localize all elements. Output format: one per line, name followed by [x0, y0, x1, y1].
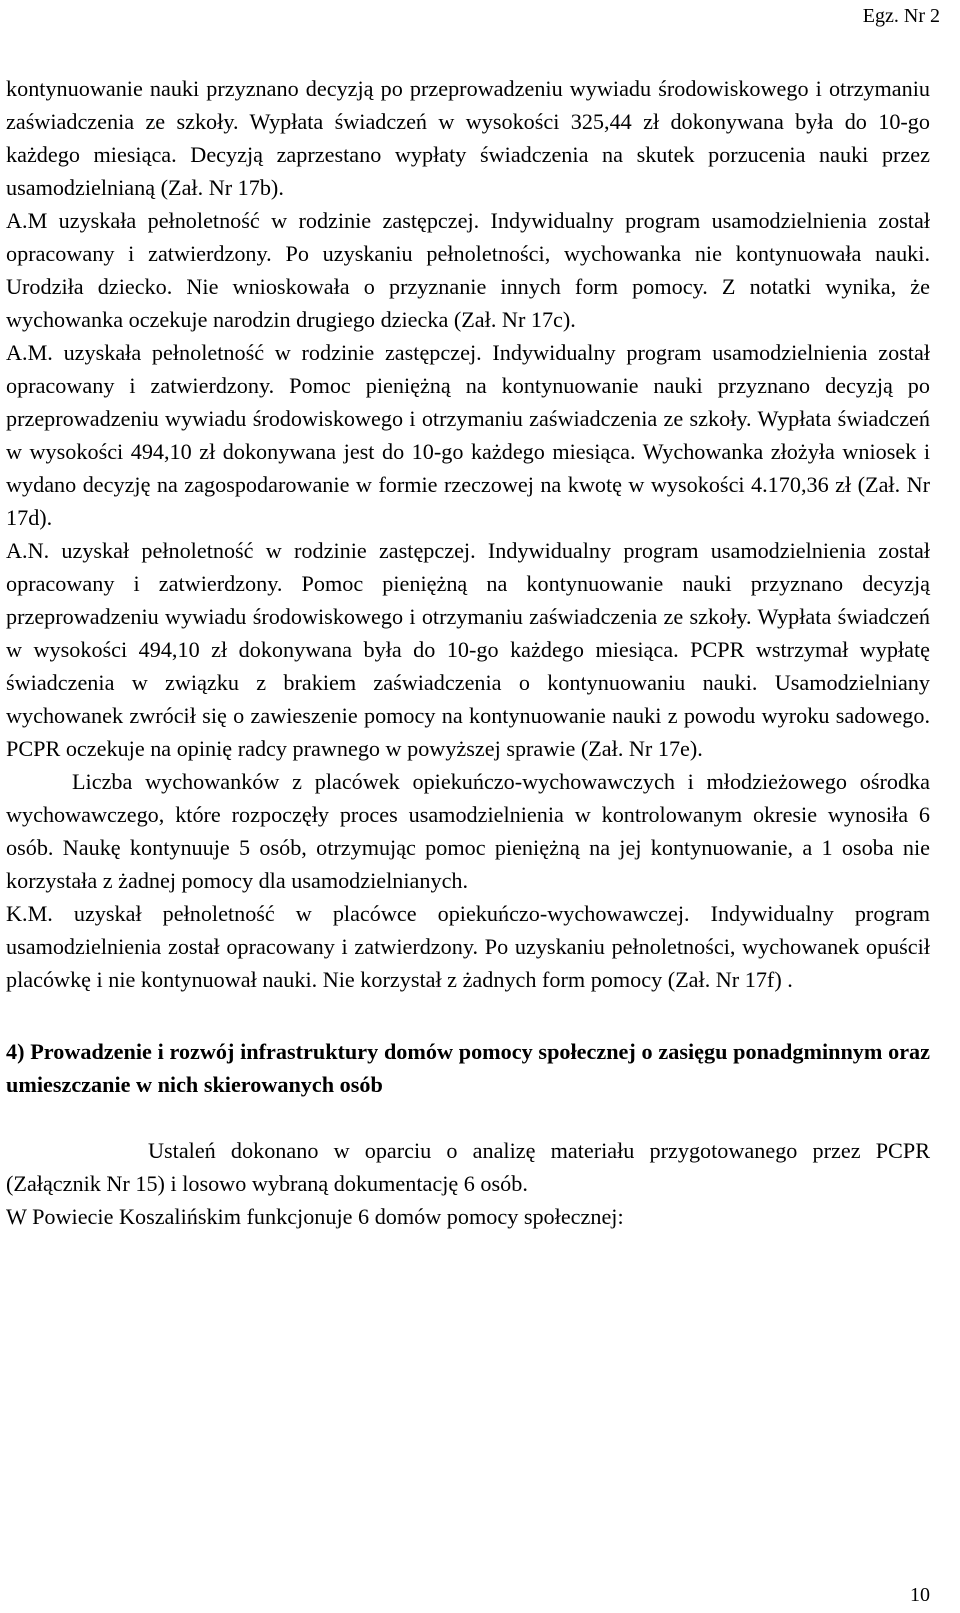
paragraph-case-km: K.M. uzyskał pełnoletność w placówce opiekuńczo-wychowawczej. Indywidualny program usamodzielnienia został opracowany i zatwierdzony. Po uzyskaniu pełnoletności, wychowanek opuścił placówkę i nie kontynuował nauki. Nie korzystał z żadnych form pomocy (Zał. Nr 17f) . [6, 901, 930, 992]
paragraph-homes-count: W Powiecie Koszalińskim funkcjonuje 6 domów pomocy społecznej: [6, 1204, 624, 1229]
page-number: 10 [910, 1584, 930, 1606]
paragraph-case-am-2: A.M. uzyskała pełnoletność w rodzinie zastępczej. Indywidualny program usamodzielnienia został opracowany i zatwierdzony. Pomoc pieniężną na kontynuowanie nauki przyznano decyzją po przeprowadzeniu wywiadu środowiskowego i otrzymaniu zaświadczenia ze szkoły. Wypłata świadczeń w wysokości 494,10 zł dokonywana jest do 10-go każdego miesiąca. Wychowanka złożyła wniosek i wydano decyzję na zagospodarowanie w formie rzeczowej na kwotę w wysokości 4.170,36 zł (Zał. Nr 17d). [6, 340, 930, 530]
paragraph-findings-basis: Ustaleń dokonano w oparciu o analizę materiału przygotowanego przez PCPR (Załącznik Nr 15) i losowo wybraną dokumentację 6 osób. [6, 1138, 930, 1196]
paragraph-case-an: A.N. uzyskał pełnoletność w rodzinie zastępczej. Indywidualny program usamodzielnienia został opracowany i zatwierdzony. Pomoc pieniężną na kontynuowanie nauki przyznano decyzją przeprowadzeniu wywiadu środowiskowego i otrzymaniu zaświadczenia ze szkoły. Wypłata świadczeń w wysokości 494,10 zł dokonywana była do 10-go każdego miesiąca. PCPR wstrzymał wypłatę świadczenia w związku z brakiem zaświadczenia o kontynuowaniu nauki. Usamodzielniany wychowanek zwrócił się o zawieszenie pomocy na kontynuowanie nauki z powodu wyroku sadowego. PCPR oczekuje na opinię radcy prawnego w powyższej sprawie (Zał. Nr 17e). [6, 538, 930, 761]
paragraph-institution-summary: Liczba wychowanków z placówek opiekuńczo-wychowawczych i młodzieżowego ośrodka wychowawczego, które rozpoczęły proces usamodzielnienia w kontrolowanym okresie wynosiła 6 osób. Naukę kontynuuje 5 osób, otrzymując pomoc pieniężną na jej kontynuowanie, a 1 osoba nie korzystała z żadnej pomocy dla usamodzielnianych. [6, 769, 930, 893]
paragraph-case-am-1: A.M uzyskała pełnoletność w rodzinie zastępczej. Indywidualny program usamodzielnienia został opracowany i zatwierdzony. Po uzyskaniu pełnoletności, wychowanka nie kontynuowała nauki. Urodziła dziecko. Nie wnioskowała o przyznanie innych form pomocy. Z notatki wynika, że wychowanka oczekuje narodzin drugiego dziecka (Zał. Nr 17c). [6, 208, 930, 332]
paragraph-continuation: kontynuowanie nauki przyznano decyzją po przeprowadzeniu wywiadu środowiskowego i otrzymaniu zaświadczenia ze szkoły. Wypłata świadczeń w wysokości 325,44 zł dokonywana była do 10-go każdego miesiąca. Decyzją zaprzestano wypłaty świadczenia na skutek porzucenia nauki przez usamodzielnianą (Zał. Nr 17b). [6, 76, 930, 200]
copy-number-mark: Egz. Nr 2 [862, 5, 940, 27]
section-heading-4: 4) Prowadzenie i rozwój infrastruktury domów pomocy społecznej o zasięgu ponadgminnym oraz umieszczanie w nich skierowanych osób [6, 1039, 930, 1097]
document-body [6, 72, 930, 1233]
